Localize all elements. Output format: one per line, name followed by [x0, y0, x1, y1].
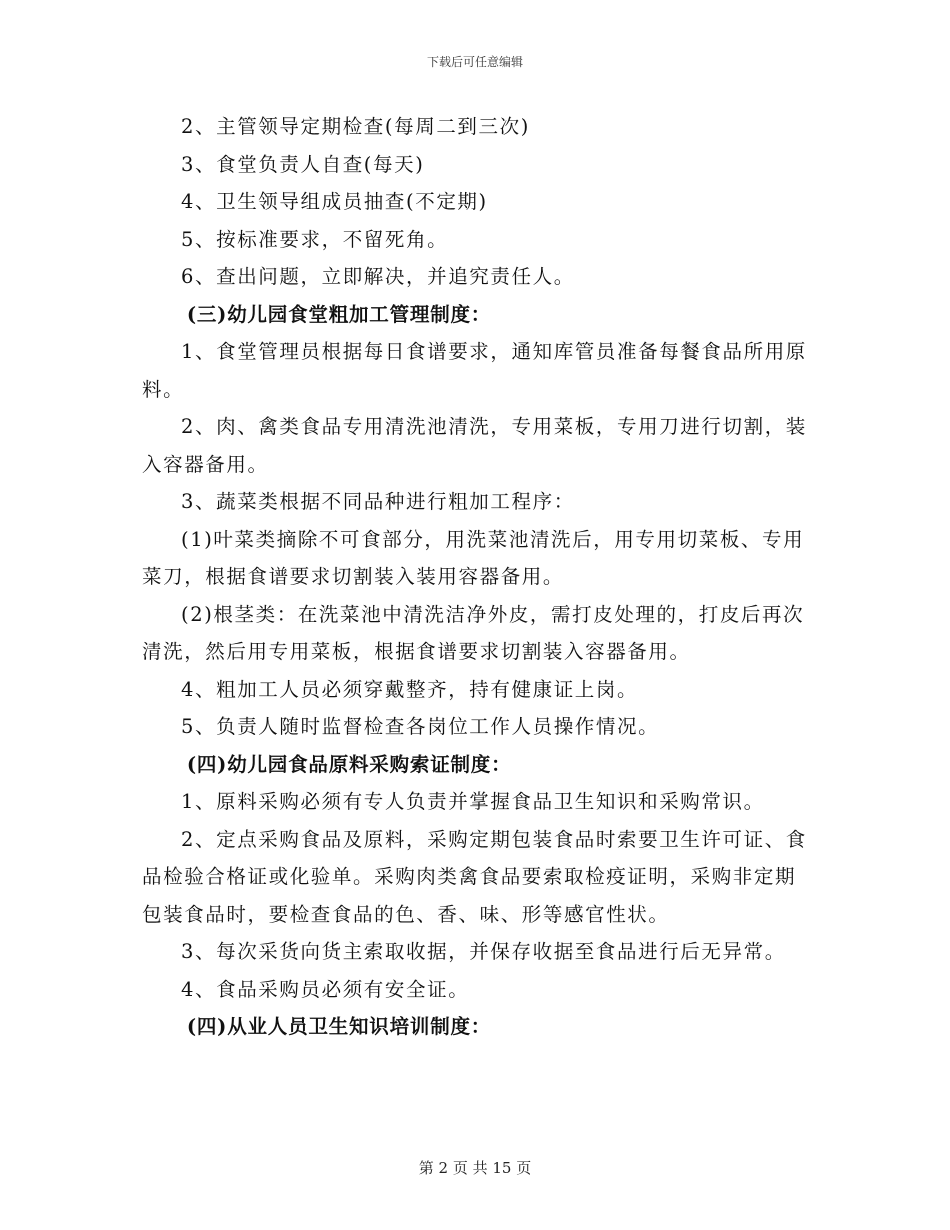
list-item: 1、原料采购必须有专人负责并掌握食品卫生知识和采购常识。 [181, 790, 765, 813]
list-item: 4、食品采购员必须有安全证。 [181, 977, 470, 1001]
list-item: 3、蔬菜类根据不同品种进行粗加工程序： [181, 490, 575, 513]
list-item: (1)叶菜类摘除不可食部分，用洗菜池清洗后，用专用切菜板、专用菜刀，根据食谱要求切割装入装用容器备用。 [142, 527, 805, 588]
list-item: 4、粗加工人员必须穿戴整齐，持有健康证上岗。 [181, 677, 639, 701]
list-item: 4、卫生领导组成员抽查(不定期) [181, 190, 488, 213]
section-heading: (四)幼儿园食品原料采购索证制度： [186, 752, 512, 776]
list-item: 5、负责人随时监督检查各岗位工作人员操作情况。 [181, 715, 660, 738]
page-footer: 第 2 页 共 15 页 [418, 1159, 532, 1177]
list-item: 5、按标准要求，不留死角。 [181, 227, 449, 251]
list-item: 1、食堂管理员根据每日食谱要求，通知库管员准备每餐食品所用原料。 [142, 340, 807, 401]
list-item: 3、食堂负责人自查(每天) [181, 152, 425, 176]
list-item: 2、主管领导定期检查(每周二到三次) [181, 115, 530, 138]
list-item: 6、查出问题，立即解决，并追究责任人。 [181, 265, 575, 288]
page-header: 下载后可任意编辑 [426, 55, 523, 69]
list-item: 2、定点采购食品及原料，采购定期包装食品时索要卫生许可证、食品检验合格证或化验单。采购肉类禽食品要索取检疫证明，采购非定期包装食品时，要检查食品的色、香、味、形等感官性状。 [142, 827, 807, 926]
document-body [142, 108, 810, 1046]
list-item: (2)根茎类：在洗菜池中清洗洁净外皮，需打皮处理的，打皮后再次清洗，然后用专用菜板，根据食谱要求切割装入容器备用。 [142, 602, 805, 663]
section-heading: (四)从业人员卫生知识培训制度： [186, 1015, 492, 1038]
section-heading: (三)幼儿园食堂粗加工管理制度： [186, 302, 492, 326]
list-item: 3、每次采货向货主索取收据，并保存收据至食品进行后无异常。 [181, 940, 786, 963]
list-item: 2、肉、禽类食品专用清洗池清洗，专用菜板，专用刀进行切割，装入容器备用。 [142, 415, 807, 476]
